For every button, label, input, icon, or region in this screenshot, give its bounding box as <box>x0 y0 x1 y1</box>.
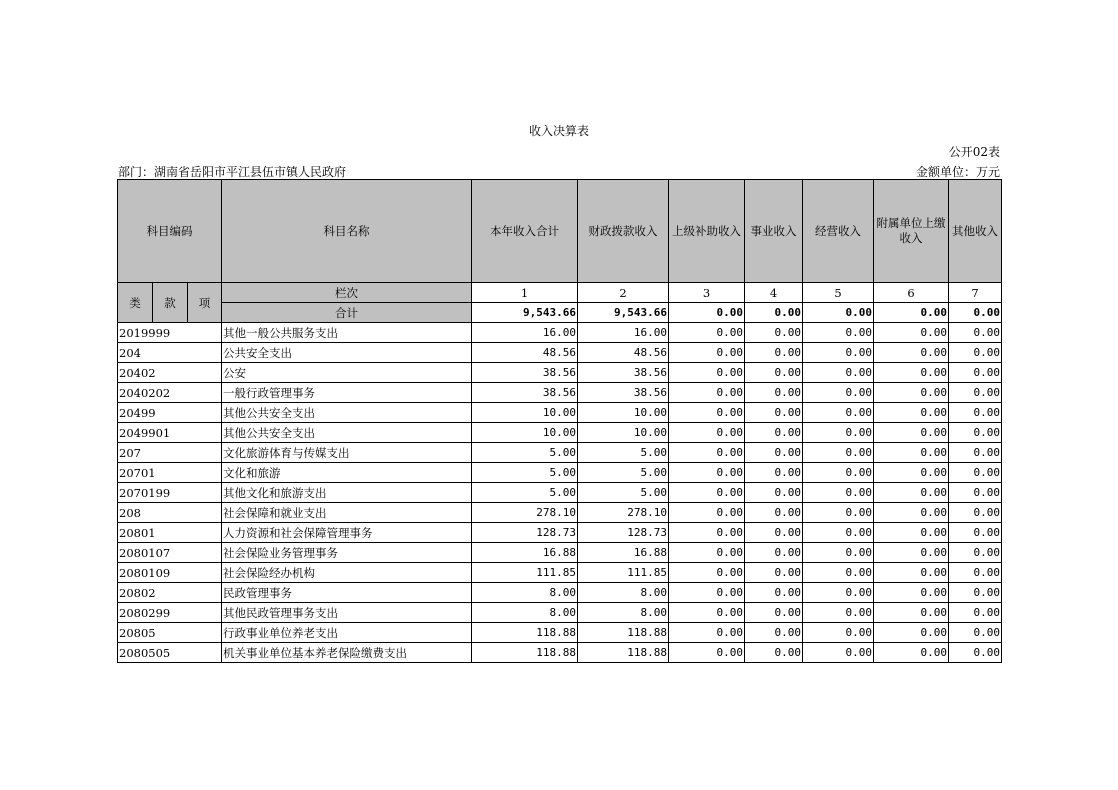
row-value: 0.00 <box>669 643 745 663</box>
unit-label: 金额单位：万元 <box>915 165 1000 179</box>
row-value: 0.00 <box>745 383 803 403</box>
row-value: 0.00 <box>949 323 1002 343</box>
row-value: 0.00 <box>745 643 803 663</box>
total-value: 9,543.66 <box>578 303 669 323</box>
row-value: 0.00 <box>745 523 803 543</box>
row-value: 0.00 <box>669 343 745 363</box>
row-name: 社会保险经办机构 <box>222 563 472 583</box>
row-name: 机关事业单位基本养老保险缴费支出 <box>222 643 472 663</box>
row-value: 0.00 <box>874 443 949 463</box>
row-name: 人力资源和社会保障管理事务 <box>222 523 472 543</box>
row-code: 2019999 <box>118 323 222 343</box>
row-code: 20402 <box>118 363 222 383</box>
row-code: 2070199 <box>118 483 222 503</box>
row-code: 2080505 <box>118 643 222 663</box>
row-name: 公共安全支出 <box>222 343 472 363</box>
table-row <box>118 583 1002 603</box>
row-value: 5.00 <box>578 463 669 483</box>
row-value: 0.00 <box>874 463 949 483</box>
total-value: 0.00 <box>949 303 1002 323</box>
row-value: 111.85 <box>472 563 578 583</box>
row-name: 其他民政管理事务支出 <box>222 603 472 623</box>
row-value: 0.00 <box>745 363 803 383</box>
row-value: 0.00 <box>745 563 803 583</box>
table-row <box>118 323 1002 343</box>
row-code: 20805 <box>118 623 222 643</box>
table-row <box>118 403 1002 423</box>
row-value: 0.00 <box>669 483 745 503</box>
row-value: 5.00 <box>472 443 578 463</box>
header-other: 其他收入 <box>949 180 1002 283</box>
header-business: 事业收入 <box>745 180 803 283</box>
row-value: 0.00 <box>874 403 949 423</box>
department-label: 部门：湖南省岳阳市平江县伍市镇人民政府 <box>118 165 347 179</box>
row-value: 16.88 <box>472 543 578 563</box>
row-name: 行政事业单位养老支出 <box>222 623 472 643</box>
row-value: 0.00 <box>949 343 1002 363</box>
row-value: 0.00 <box>803 443 874 463</box>
row-value: 0.00 <box>745 443 803 463</box>
row-value: 0.00 <box>803 403 874 423</box>
row-value: 118.88 <box>472 623 578 643</box>
row-value: 0.00 <box>669 383 745 403</box>
row-code: 207 <box>118 443 222 463</box>
row-value: 0.00 <box>874 423 949 443</box>
row-code: 204 <box>118 343 222 363</box>
col-num: 2 <box>578 283 669 303</box>
row-value: 0.00 <box>803 623 874 643</box>
row-value: 0.00 <box>874 523 949 543</box>
row-value: 118.88 <box>472 643 578 663</box>
row-name: 社会保障和就业支出 <box>222 503 472 523</box>
row-value: 0.00 <box>803 323 874 343</box>
row-value: 0.00 <box>669 463 745 483</box>
row-value: 0.00 <box>949 583 1002 603</box>
row-value: 0.00 <box>874 543 949 563</box>
row-value: 0.00 <box>669 443 745 463</box>
row-value: 0.00 <box>949 383 1002 403</box>
row-code: 2080299 <box>118 603 222 623</box>
row-value: 0.00 <box>803 483 874 503</box>
row-value: 118.88 <box>578 623 669 643</box>
row-value: 0.00 <box>949 423 1002 443</box>
row-value: 0.00 <box>745 423 803 443</box>
row-name: 其他公共安全支出 <box>222 423 472 443</box>
row-value: 38.56 <box>472 383 578 403</box>
total-value: 0.00 <box>745 303 803 323</box>
row-value: 0.00 <box>949 443 1002 463</box>
row-value: 0.00 <box>874 583 949 603</box>
row-value: 38.56 <box>472 363 578 383</box>
row-value: 0.00 <box>949 623 1002 643</box>
row-value: 0.00 <box>803 583 874 603</box>
row-value: 0.00 <box>669 323 745 343</box>
row-value: 0.00 <box>949 603 1002 623</box>
row-value: 0.00 <box>669 603 745 623</box>
row-value: 16.00 <box>578 323 669 343</box>
row-code: 20701 <box>118 463 222 483</box>
row-value: 0.00 <box>669 503 745 523</box>
table-row <box>118 383 1002 403</box>
row-value: 0.00 <box>803 643 874 663</box>
total-value: 0.00 <box>803 303 874 323</box>
row-value: 0.00 <box>669 583 745 603</box>
row-name: 其他公共安全支出 <box>222 403 472 423</box>
row-value: 0.00 <box>874 343 949 363</box>
row-value: 8.00 <box>472 603 578 623</box>
row-value: 278.10 <box>578 503 669 523</box>
row-value: 5.00 <box>578 483 669 503</box>
row-value: 0.00 <box>669 423 745 443</box>
row-value: 0.00 <box>874 383 949 403</box>
total-label: 合计 <box>222 303 472 323</box>
row-code: 2040202 <box>118 383 222 403</box>
row-value: 0.00 <box>669 543 745 563</box>
row-name: 其他一般公共服务支出 <box>222 323 472 343</box>
row-value: 5.00 <box>578 443 669 463</box>
row-name: 一般行政管理事务 <box>222 383 472 403</box>
row-code: 20499 <box>118 403 222 423</box>
col-num: 3 <box>669 283 745 303</box>
header-subsidiary: 附属单位上缴收入 <box>874 180 949 283</box>
row-value: 0.00 <box>874 603 949 623</box>
table-row <box>118 463 1002 483</box>
row-value: 128.73 <box>578 523 669 543</box>
table-row <box>118 523 1002 543</box>
header-superior: 上级补助收入 <box>669 180 745 283</box>
row-name: 社会保险业务管理事务 <box>222 543 472 563</box>
row-code: 20802 <box>118 583 222 603</box>
table-row <box>118 603 1002 623</box>
row-value: 0.00 <box>874 563 949 583</box>
table-row <box>118 543 1002 563</box>
row-value: 16.00 <box>472 323 578 343</box>
row-value: 0.00 <box>669 623 745 643</box>
row-value: 0.00 <box>949 563 1002 583</box>
row-name: 公安 <box>222 363 472 383</box>
row-code: 2049901 <box>118 423 222 443</box>
row-value: 0.00 <box>949 463 1002 483</box>
row-value: 48.56 <box>472 343 578 363</box>
form-number: 公开02表 <box>948 145 1000 159</box>
table-row <box>118 423 1002 443</box>
row-value: 8.00 <box>578 603 669 623</box>
row-value: 0.00 <box>745 583 803 603</box>
table-row <box>118 563 1002 583</box>
row-name: 民政管理事务 <box>222 583 472 603</box>
column-number-row <box>118 283 1002 303</box>
row-name: 文化旅游体育与传媒支出 <box>222 443 472 463</box>
row-value: 0.00 <box>669 363 745 383</box>
row-value: 0.00 <box>669 523 745 543</box>
header-row <box>118 180 1002 283</box>
row-value: 8.00 <box>578 583 669 603</box>
row-value: 8.00 <box>472 583 578 603</box>
col-num: 4 <box>745 283 803 303</box>
column-label: 栏次 <box>222 283 472 303</box>
row-value: 10.00 <box>578 423 669 443</box>
row-value: 0.00 <box>803 363 874 383</box>
row-value: 0.00 <box>803 523 874 543</box>
row-value: 0.00 <box>949 523 1002 543</box>
row-name: 其他文化和旅游支出 <box>222 483 472 503</box>
row-value: 0.00 <box>874 503 949 523</box>
table-row <box>118 363 1002 383</box>
row-value: 0.00 <box>803 563 874 583</box>
report-title: 收入决算表 <box>528 124 589 138</box>
income-table <box>117 179 1002 663</box>
header-xiang: 项 <box>188 283 222 323</box>
row-value: 10.00 <box>472 423 578 443</box>
row-value: 111.85 <box>578 563 669 583</box>
row-value: 0.00 <box>949 363 1002 383</box>
row-value: 0.00 <box>745 503 803 523</box>
row-value: 278.10 <box>472 503 578 523</box>
table-row <box>118 643 1002 663</box>
col-num: 1 <box>472 283 578 303</box>
row-value: 0.00 <box>803 603 874 623</box>
col-num: 5 <box>803 283 874 303</box>
header-fiscal: 财政拨款收入 <box>578 180 669 283</box>
row-value: 0.00 <box>669 403 745 423</box>
header-operating: 经营收入 <box>803 180 874 283</box>
table-row <box>118 343 1002 363</box>
row-value: 0.00 <box>874 623 949 643</box>
table-row <box>118 623 1002 643</box>
row-value: 0.00 <box>803 423 874 443</box>
row-value: 0.00 <box>949 643 1002 663</box>
row-value: 0.00 <box>745 483 803 503</box>
header-name: 科目名称 <box>222 180 472 283</box>
total-value: 0.00 <box>874 303 949 323</box>
row-value: 0.00 <box>669 563 745 583</box>
row-name: 文化和旅游 <box>222 463 472 483</box>
total-value: 9,543.66 <box>472 303 578 323</box>
row-value: 128.73 <box>472 523 578 543</box>
row-value: 0.00 <box>745 463 803 483</box>
row-value: 16.88 <box>578 543 669 563</box>
total-value: 0.00 <box>669 303 745 323</box>
row-value: 10.00 <box>578 403 669 423</box>
row-code: 208 <box>118 503 222 523</box>
header-total: 本年收入合计 <box>472 180 578 283</box>
row-value: 0.00 <box>874 323 949 343</box>
row-value: 0.00 <box>745 543 803 563</box>
row-value: 0.00 <box>745 323 803 343</box>
row-value: 0.00 <box>949 483 1002 503</box>
row-value: 0.00 <box>745 603 803 623</box>
table-row <box>118 443 1002 463</box>
row-value: 5.00 <box>472 483 578 503</box>
row-value: 0.00 <box>803 543 874 563</box>
header-code: 科目编码 <box>118 180 222 283</box>
row-code: 2080109 <box>118 563 222 583</box>
row-value: 38.56 <box>578 363 669 383</box>
row-value: 0.00 <box>745 403 803 423</box>
row-value: 0.00 <box>803 463 874 483</box>
row-value: 0.00 <box>874 483 949 503</box>
row-value: 0.00 <box>803 343 874 363</box>
row-code: 2080107 <box>118 543 222 563</box>
row-value: 48.56 <box>578 343 669 363</box>
row-value: 0.00 <box>803 503 874 523</box>
row-code: 20801 <box>118 523 222 543</box>
header-lei: 类 <box>118 283 153 323</box>
row-value: 38.56 <box>578 383 669 403</box>
row-value: 0.00 <box>745 623 803 643</box>
table-row <box>118 503 1002 523</box>
total-row <box>118 303 1002 323</box>
row-value: 0.00 <box>949 503 1002 523</box>
table-row <box>118 483 1002 503</box>
col-num: 6 <box>874 283 949 303</box>
row-value: 10.00 <box>472 403 578 423</box>
row-value: 5.00 <box>472 463 578 483</box>
row-value: 0.00 <box>949 543 1002 563</box>
col-num: 7 <box>949 283 1002 303</box>
row-value: 0.00 <box>745 343 803 363</box>
row-value: 118.88 <box>578 643 669 663</box>
row-value: 0.00 <box>874 363 949 383</box>
row-value: 0.00 <box>803 383 874 403</box>
header-kuan: 款 <box>153 283 188 323</box>
row-value: 0.00 <box>949 403 1002 423</box>
row-value: 0.00 <box>874 643 949 663</box>
